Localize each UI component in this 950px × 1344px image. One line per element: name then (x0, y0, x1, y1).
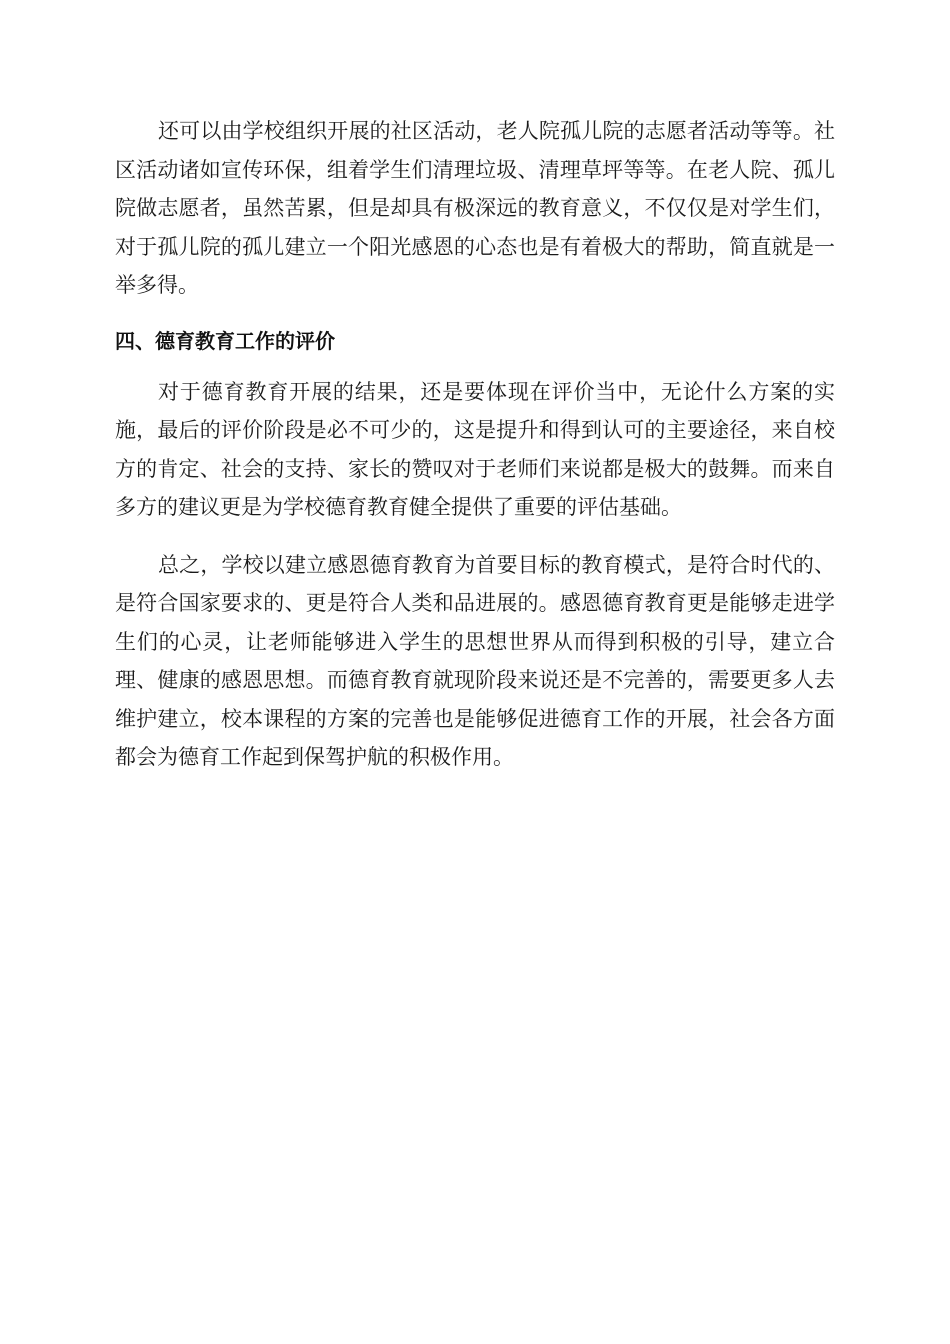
paragraph-conclusion: 总之，学校以建立感恩德育教育为首要目标的教育模式，是符合时代的、是符合国家要求的、更是符合人类和品进展的。感恩德育教育更是能够走进学生们的心灵，让老师能够进入学生的思想世界从而得到积极的引导，建立合理、健康的感恩思想。而德育教育就现阶段来说还是不完善的，需要更多人去维护建立，校本课程的方案的完善也是能够促进德育工作的开展，社会各方面都会为德育工作起到保驾护航的积极作用。 (115, 552, 835, 769)
document-body (115, 112, 835, 777)
section-heading-evaluation: 四、德育教育工作的评价 (115, 328, 335, 353)
paragraph-evaluation: 对于德育教育开展的结果，还是要体现在评价当中，无论什么方案的实施，最后的评价阶段是必不可少的，这是提升和得到认可的主要途径，来自校方的肯定、社会的支持、家长的赞叹对于老师们来说都是极大的鼓舞。而来自多方的建议更是为学校德育教育健全提供了重要的评估基础。 (115, 379, 835, 519)
paragraph-community-activities: 还可以由学校组织开展的社区活动，老人院孤儿院的志愿者活动等等。社区活动诸如宣传环保，组着学生们清理垃圾、清理草坪等等。在老人院、孤儿院做志愿者，虽然苦累，但是却具有极深远的教育意义，不仅仅是对学生们，对于孤儿院的孤儿建立一个阳光感恩的心态也是有着极大的帮助，简直就是一举多得。 (115, 119, 835, 297)
